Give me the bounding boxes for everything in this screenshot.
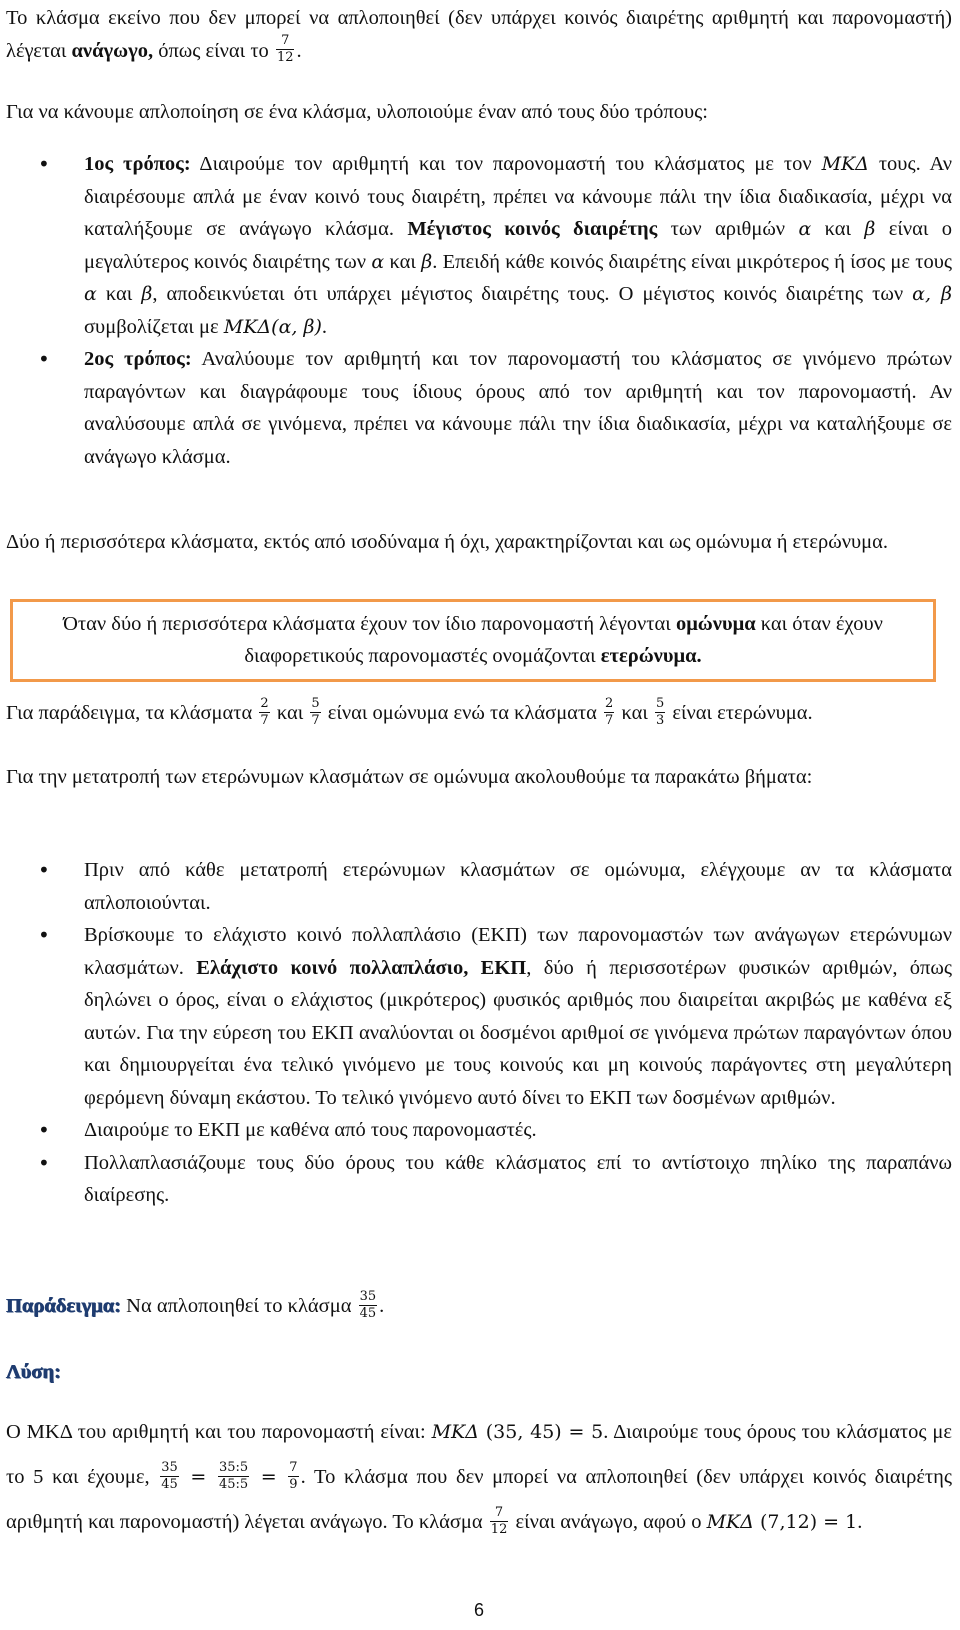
exercise-paragraph: Παράδειγμα: Να απλοποιηθεί το κλάσμα $\frac{35}{45}$ . [6, 1288, 385, 1321]
solution-label: Λύση: [6, 1361, 61, 1383]
fraction: $\frac{7}{9}$ [289, 1459, 298, 1492]
page-number: 6 [473, 1600, 484, 1620]
step-item: • Βρίσκουμε το ελάχιστο κοινό πολλαπλάσιο (ΕΚΠ) των παρονομαστών των ανάγωγων ετερώνυμων κλασμάτων. Ελάχιστο κοινό πολλαπλάσιο, ΕΚΠ, δύο ή περισσοτέρων φυσικών αριθμών, όπως δηλώνει ο όρος, είναι ο ελάχιστος (μικρότερος) φυσικός αριθμός που διαιρείται ακριβώς με καθένα εξ αυτών. Για την εύρεση του ΕΚΠ αναλύονται οι δοσμένοι αριθμοί σε γινόμενα πρώτων παραγόντων όπου και δημιουργείται ένα τελικό γινόμενο με τους κοινούς και μη κοινούς παράγοντες στη μεγαλύτερη φερόμενη δύναμη εκάστου. Το τελικό γινόμενο αυτό δίνει το ΕΚΠ των δοσμένων αριθμών. [6, 919, 952, 1114]
methods-list [6, 148, 952, 473]
exercise-label: Παράδειγμα: [6, 1295, 122, 1317]
method-2-item: • 2ος τρόπος: Αναλύουμε τον αριθμητή και τον παρονομαστή του κλάσματος σε γινόμενο πρώτων παραγόντων και διαγράφουμε τους ίδιους όρους από τον αριθμητή και τον παρονομαστή. Αν αναλύσουμε απλά σε γινόμενα, πρέπει να κάνουμε πάλι την ίδια διαδικασία, μέχρι να καταλήξουμε σε ανάγωγο κλάσμα. [6, 343, 952, 473]
fraction: $\frac{35}{45}$ [359, 1288, 377, 1321]
steps-intro: Για την μετατροπή των ετερώνυμων κλασμάτων σε ομώνυμα ακολουθούμε τα παρακάτω βήματα: [6, 766, 813, 788]
example-like-unlike: Για παράδειγμα, τα κλάσματα $\frac{2}{7}$ και $\frac{5}{7}$ είναι ομώνυμα ενώ τα κλάσματα $\frac{2}{7}$ και $\frac{5}{3}$ είναι ετερώνυμα. [6, 695, 813, 728]
step-item: • Πολλαπλασιάζουμε τους δύο όρους του κάθε κλάσματος επί το αντίστοιχο πηλίκο της παραπάνω διαίρεσης. [6, 1147, 952, 1212]
term-unlike: ετερώνυμα. [600, 645, 702, 667]
term-like: ομώνυμα [675, 613, 756, 635]
fraction: $\frac{2}{7}$ [260, 695, 269, 728]
intro-paragraph: Το κλάσμα εκείνο που δεν μπορεί να απλοποιηθεί (δεν υπάρχει κοινός διαιρέτης αριθμητή και παρονομαστή) λέγεται ανάγωγο, όπως είναι το $\frac{7}{12}$ . [6, 7, 952, 66]
fraction: $\frac{7}{12}$ [490, 1504, 508, 1537]
method-2-label: 2ος τρόπος: [84, 348, 192, 370]
methods-intro: Για να κάνουμε απλοποίηση σε ένα κλάσμα, υλοποιούμε έναν από τους δύο τρόπους: [6, 101, 708, 123]
fraction: $\frac{7}{12}$ [276, 33, 294, 66]
fraction: $\frac{2}{7}$ [605, 695, 614, 728]
term-irreducible: ανάγωγο, [71, 39, 154, 62]
step-item: • Πριν από κάθε μετατροπή ετερώνυμων κλασμάτων σε ομώνυμα, ελέγχουμε αν τα κλάσματα απλοποιούνται. [6, 854, 952, 919]
steps-list [6, 854, 952, 1212]
solution-paragraph: Ο ΜΚΔ του αριθμητή και του παρονομαστή είναι: ΜΚΔ (35, 45) = 5. Διαιρούμε τους όρους του κλάσματος με το 5 και έχουμε, $\frac{35}{45}$ = $\frac{35:5}{45:5}$ = $\frac{7}{9}$ . Το κλάσμα που δεν μπορεί να απλοποιηθεί (δεν υπάρχει κοινός διαιρέτης αριθμητή και παρονομαστή) λέγεται ανάγωγο. Το κλάσμα $\frac{7}{12}$ είναι ανάγωγο, αφού ο ΜΚΔ (7,12) = 1. [6, 1421, 952, 1537]
term-lcm: Ελάχιστο κοινό πολλαπλάσιο, ΕΚΠ [196, 956, 527, 979]
method-1-label: 1ος τρόπος: [84, 153, 191, 175]
method-1-item: • 1ος τρόπος: Διαιρούμε τον αριθμητή και τον παρονομαστή του κλάσματος με τον ΜΚΔ τους. Αν διαιρέσουμε απλά με έναν κοινό τους διαιρέτη, πρέπει να κάνουμε πάλι την ίδια διαδικασία, μέχρι να καταλήξουμε σε ανάγωγο κλάσμα. Μέγιστος κοινός διαιρέτης των αριθμών α και β είναι ο μεγαλύτερος κοινός διαιρέτης των α και β. Επειδή κάθε κοινός διαιρέτης είναι μικρότερος ή ίσος με τους α και β, αποδεικνύεται ότι υπάρχει μέγιστος διαιρέτης τους. Ο μέγιστος κοινός διαιρέτης των α, β συμβολίζεται με ΜΚΔ(α, β). [6, 148, 952, 343]
term-gcd: Μέγιστος κοινός διαιρέτης [407, 218, 658, 240]
fraction: $\frac{35:5}{45:5}$ [218, 1459, 249, 1492]
fraction: $\frac{5}{7}$ [311, 695, 320, 728]
definition-box: Όταν δύο ή περισσότερα κλάσματα έχουν τον ίδιο παρονομαστή λέγονται ομώνυμα και όταν έχουν διαφορετικούς παρονομαστές ονομάζονται ετερώνυμα. [10, 599, 936, 682]
step-item: • Διαιρούμε το ΕΚΠ με καθένα από τους παρονομαστές. [6, 1114, 952, 1147]
fraction: $\frac{5}{3}$ [655, 695, 665, 728]
fraction: $\frac{35}{45}$ [161, 1459, 178, 1492]
like-unlike-paragraph: Δύο ή περισσότερα κλάσματα, εκτός από ισοδύναμα ή όχι, χαρακτηρίζονται και ως ομώνυμα ή ετερώνυμα. [6, 531, 888, 553]
